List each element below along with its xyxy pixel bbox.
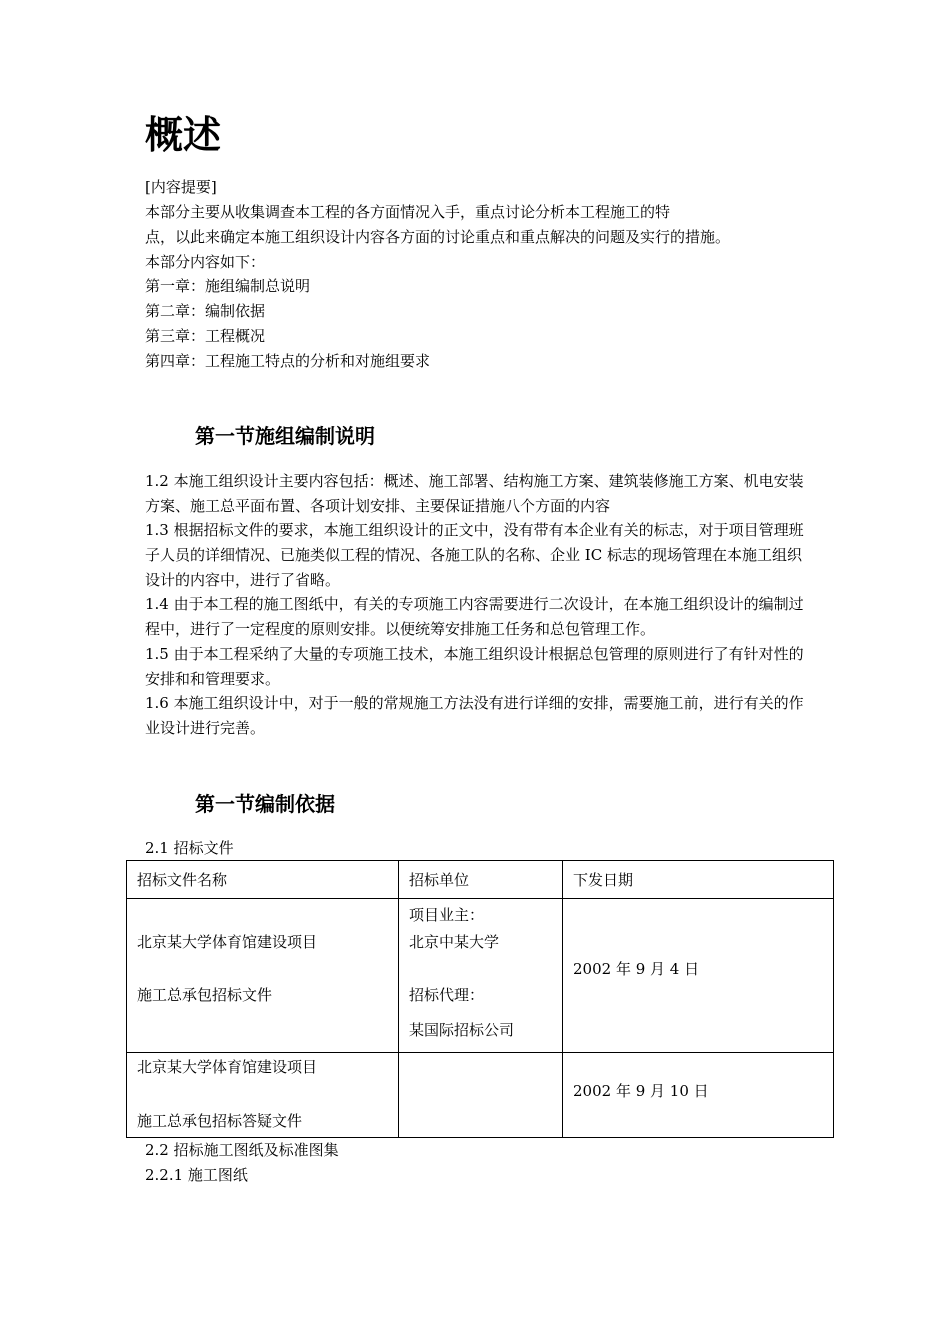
intro-tag: [内容提要] — [145, 178, 217, 196]
subsection-label: 2.2 招标施工图纸及标准图集 — [145, 1141, 339, 1159]
subsection-label: 2.2.1 施工图纸 — [145, 1166, 248, 1184]
table-header-cell: 招标文件名称 — [127, 861, 399, 899]
cell-date: 2002 年 9 月 4 日 — [573, 960, 700, 978]
subsection-label: 2.1 招标文件 — [145, 839, 234, 857]
tender-table — [126, 860, 834, 1138]
intro-line-2: 点，以此来确定本施工组织设计内容各方面的讨论重点和重点解决的问题及实行的措施。 — [145, 228, 731, 246]
paragraph: 1.4 由于本工程的施工图纸中，有关的专项施工内容需要进行二次设计，在本施工组织设计的编制过程中，进行了一定程度的原则安排。以便统筹安排施工任务和总包管理工作。 — [145, 595, 804, 638]
table-cell — [399, 899, 563, 1053]
section-heading: 第一节编制依据 — [195, 792, 335, 816]
table-cell — [127, 1053, 399, 1138]
cell-line: 北京中某大学 — [409, 933, 500, 951]
chapter-item: 第三章：工程概况 — [145, 327, 266, 345]
paragraph: 1.3 根据招标文件的要求，本施工组织设计的正文中，没有带有本企业有关的标志，对于项目管理班子人员的详细情况、已施类似工程的情况、各施工队的名称、企业 IC 标志的现场管理在本施工组织设计的内容中，进行了省略。 — [145, 521, 804, 589]
table-cell — [399, 1053, 563, 1138]
cell-date: 2002 年 9 月 10 日 — [573, 1082, 709, 1100]
chapter-item: 第一章：施组编制总说明 — [145, 277, 311, 295]
table-row — [127, 1053, 834, 1138]
table-header-cell: 下发日期 — [563, 861, 834, 899]
cell-line: 施工总承包招标答疑文件 — [137, 1112, 303, 1130]
table-header-cell: 招标单位 — [399, 861, 563, 899]
intro-line-3: 本部分内容如下： — [145, 253, 266, 271]
paragraph: 1.5 由于本工程采纳了大量的专项施工技术，本施工组织设计根据总包管理的原则进行了有针对性的安排和和管理要求。 — [145, 645, 804, 688]
table-cell — [563, 899, 834, 1053]
cell-line: 项目业主： — [409, 906, 485, 924]
cell-line: 某国际招标公司 — [409, 1021, 515, 1039]
chapter-item: 第二章：编制依据 — [145, 302, 266, 320]
paragraph: 1.6 本施工组织设计中，对于一般的常规施工方法没有进行详细的安排，需要施工前，进行有关的作业设计进行完善。 — [145, 694, 804, 737]
table-cell — [127, 899, 399, 1053]
intro-line-1: 本部分主要从收集调查本工程的各方面情况入手，重点讨论分析本工程施工的特 — [145, 203, 671, 221]
cell-line: 招标代理： — [409, 986, 485, 1004]
cell-line: 施工总承包招标文件 — [137, 986, 273, 1004]
paragraph: 1.2 本施工组织设计主要内容包括：概述、施工部署、结构施工方案、建筑装修施工方案、机电安装方案、施工总平面布置、各项计划安排、主要保证措施八个方面的内容 — [145, 472, 804, 515]
section-heading: 第一节施组编制说明 — [195, 424, 375, 448]
page-title: 概述 — [145, 113, 222, 157]
table-row — [127, 899, 834, 1053]
cell-line: 北京某大学体育馆建设项目 — [137, 1058, 318, 1076]
chapter-item: 第四章：工程施工特点的分析和对施组要求 — [145, 352, 431, 370]
cell-line: 北京某大学体育馆建设项目 — [137, 933, 318, 951]
table-cell — [563, 1053, 834, 1138]
table-header-row — [127, 861, 834, 899]
